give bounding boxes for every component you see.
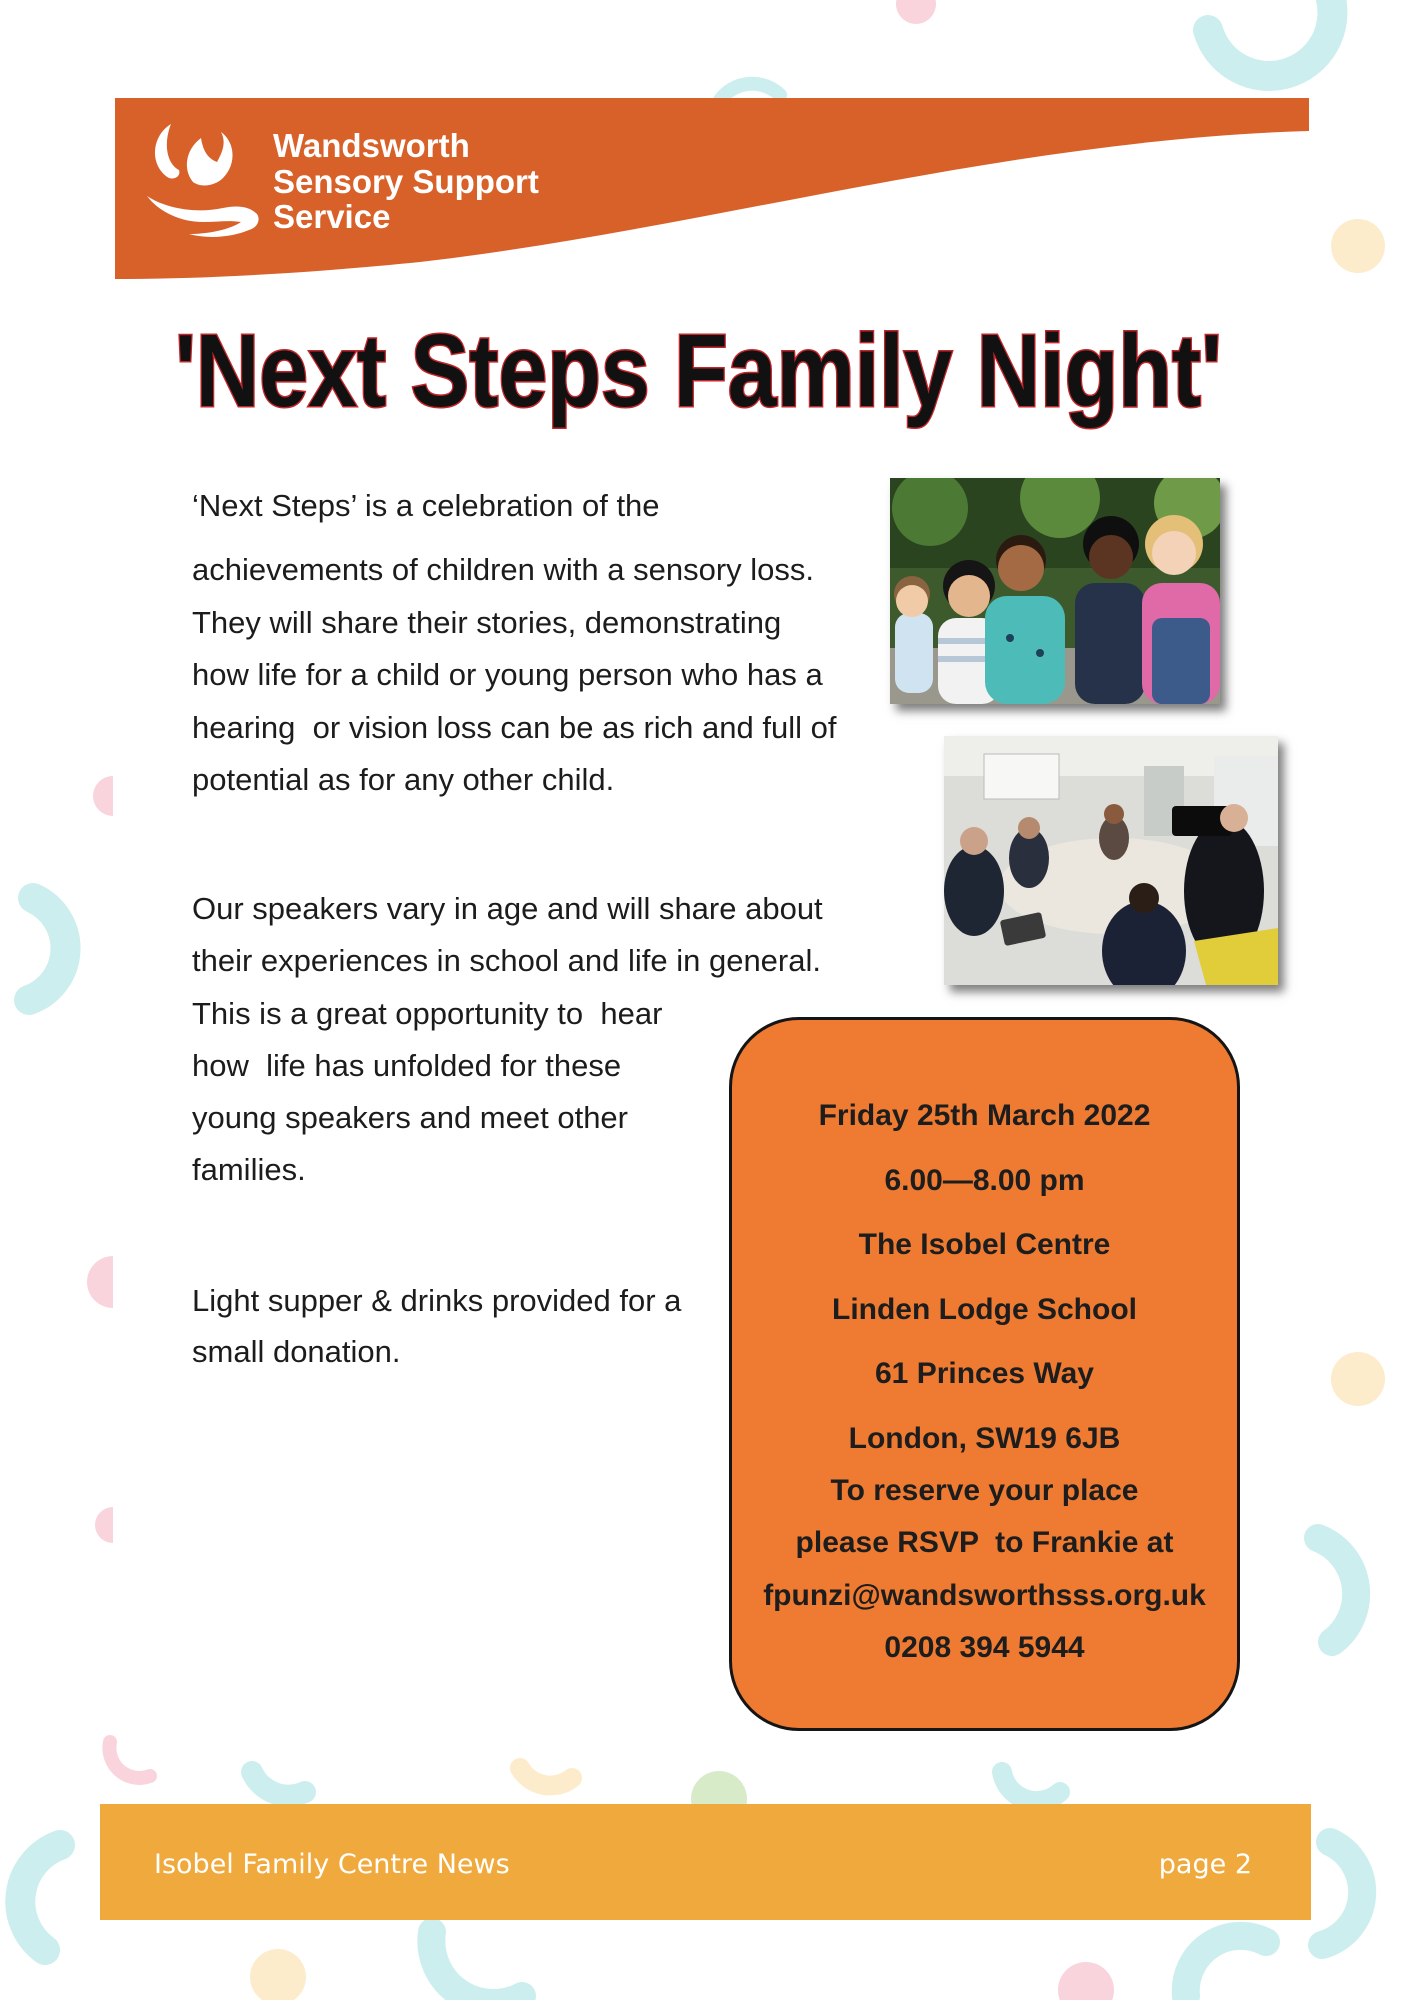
paragraph-line: Light supper & drinks provided for a: [192, 1283, 682, 1318]
person-head: [1129, 883, 1159, 913]
children-group-photo: [890, 478, 1220, 704]
children-group-photo-art: [890, 478, 1220, 704]
rsvp-line: To reserve your place: [830, 1474, 1139, 1507]
decor-yellow-dot: [1331, 219, 1385, 273]
event-venue: The Isobel Centre: [858, 1228, 1111, 1262]
paragraph-line: This is a great opportunity to hear: [192, 995, 663, 1031]
paragraph-line: how life has unfolded for these: [192, 1047, 622, 1083]
child-face: [896, 585, 928, 617]
event-street: 61 Princes Way: [874, 1357, 1094, 1391]
person-head: [1220, 804, 1248, 832]
rsvp-phone: 0208 394 5944: [884, 1630, 1085, 1664]
event-time: 6.00—8.00 pm: [884, 1163, 1085, 1197]
event-rsvp: [732, 1465, 1237, 1674]
shirt-star: [1036, 649, 1044, 657]
decor-pink-arc: [109, 1742, 150, 1778]
page-number: page 2: [1158, 1849, 1252, 1880]
decor-pink-half-dot: [93, 776, 113, 816]
decor-yellow-dot: [1331, 1352, 1385, 1406]
child-face: [998, 545, 1044, 591]
event-school: Linden Lodge School: [832, 1292, 1137, 1326]
paragraph-line: how life for a child or young person who has a: [192, 657, 823, 693]
paragraph-line: small donation.: [192, 1334, 401, 1369]
paragraph-line: hearing or vision loss can be as rich and full of: [192, 709, 837, 745]
person-head: [1104, 804, 1124, 824]
page-title-graphic: [0, 318, 1415, 458]
intro-paragraph: [192, 480, 836, 806]
paragraph-line: families.: [192, 1152, 306, 1188]
projection-screen: [984, 754, 1059, 799]
newsletter-name: Isobel Family Centre News: [154, 1849, 510, 1880]
event-date: Friday 25th March 2022: [818, 1099, 1151, 1132]
shirt-star: [1006, 634, 1014, 642]
paragraph-line: They will share their stories, demonstrating: [192, 604, 782, 640]
decor-pink-half-dot: [95, 1507, 113, 1543]
classroom-photo-art: [944, 736, 1278, 985]
decor-teal-arc: [1002, 1772, 1060, 1801]
event-city-postcode: London, SW19 6JB: [848, 1421, 1121, 1455]
decor-yellow-arc: [520, 1768, 572, 1786]
decor-teal-arc: [29, 898, 66, 1000]
person-head: [1018, 817, 1040, 839]
page-title: 'Next Steps Family Night': [175, 318, 1222, 428]
rsvp-line: please RSVP to Frankie at: [795, 1526, 1174, 1560]
event-details-main: [732, 1084, 1237, 1472]
paragraph-line: achievements of children with a sensory loss.: [192, 552, 815, 588]
child-body: [895, 613, 933, 693]
paragraph-line: potential as for any other child.: [192, 762, 615, 798]
person-left: [944, 846, 1004, 936]
child-face: [948, 575, 990, 617]
paragraph-line: their experiences in school and life in general.: [192, 943, 821, 979]
classroom-photo: [944, 736, 1278, 985]
decor-yellow-dot: [250, 1949, 306, 2000]
organisation-name: [273, 128, 539, 235]
leaf-and-hand-icon: [145, 122, 262, 243]
decor-teal-arc: [1186, 1936, 1266, 1996]
child-face: [1152, 531, 1196, 575]
decor-teal-arc: [720, 84, 780, 100]
decor-teal-arc: [431, 1932, 522, 2000]
footer-bar: [100, 1804, 1311, 1920]
child-body: [985, 596, 1065, 704]
decor-teal-arc: [252, 1772, 305, 1796]
decor-teal-arc: [1208, 0, 1332, 76]
event-details-box: [729, 1017, 1240, 1731]
paragraph-line: ‘Next Steps’ is a celebration of the: [192, 488, 660, 523]
decor-teal-arc: [20, 1845, 60, 1950]
decor-pink-dot: [1058, 1962, 1114, 2000]
organisation-name-line: Sensory Support: [273, 162, 539, 200]
rsvp-email: fpunzi@wandsworthsss.org.uk: [763, 1578, 1206, 1612]
organisation-name-line: Wandsworth: [273, 127, 470, 164]
child-face: [1089, 535, 1133, 579]
decor-teal-arc: [1322, 1842, 1362, 1945]
decor-pink-dot: [896, 0, 936, 24]
child-overalls: [1152, 618, 1210, 704]
paragraph-line: Our speakers vary in age and will share about: [192, 891, 823, 926]
decor-pink-half-dot: [87, 1256, 113, 1308]
supper-paragraph: [192, 1275, 681, 1377]
organisation-name-line: Service: [273, 198, 391, 236]
decor-teal-arc: [1318, 1538, 1356, 1642]
paragraph-line: young speakers and meet other: [192, 1100, 628, 1136]
person-head: [960, 827, 988, 855]
child-body: [1075, 583, 1145, 704]
